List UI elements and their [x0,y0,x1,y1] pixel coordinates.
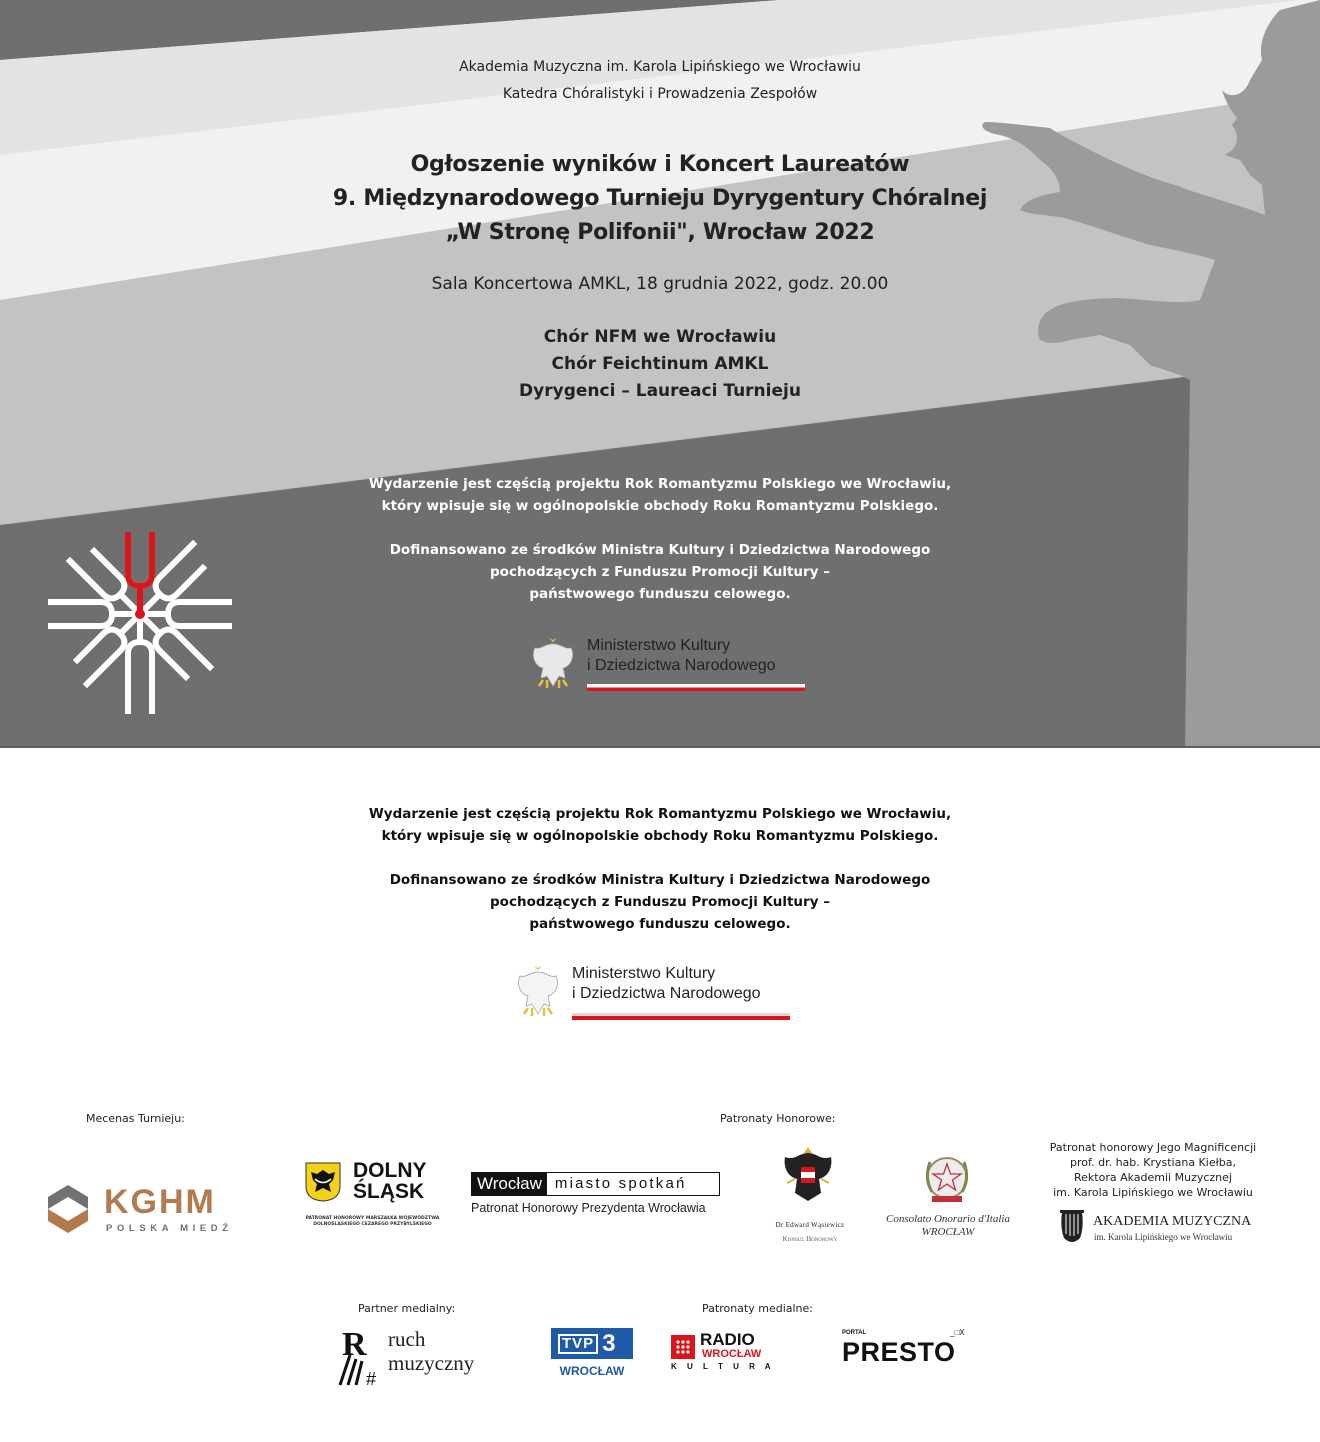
radio-line-1: RADIO [700,1330,755,1349]
ruch-muzyczny-emblem-icon [336,1325,384,1389]
caption-line: DOLNOŚLĄSKIEGO CEZAREGO PRZYBYLSKIEGO [313,1222,432,1227]
kghm-name: KGHM [104,1183,216,1221]
rector-line: Patronat honorowy Jego Magnificencji [1049,1141,1257,1154]
tvp-city: WROCŁAW [559,1364,625,1378]
ministry-name [587,636,776,676]
funding-note-line: Dofinansowano ze środków Ministra Kultury i Dziedzictwa Narodowego [389,872,931,888]
academy-logo-sub: im. Karola Lipińskiego we Wrocławiu [1094,1232,1233,1242]
project-note-line: który wpisuje się w ogólnopolskie obchody Roku Romantyzmu Polskiego. [381,828,939,844]
tournament-tuning-fork-logo [45,528,235,718]
ruch-muzyczny-logo [336,1325,486,1390]
venue-datetime: Sala Koncertowa AMKL, 18 grudnia 2022, godz. 20.00 [431,274,889,294]
lyre-icon [1056,1208,1088,1248]
wroclaw-caption: Patronat Honorowy Prezydenta Wrocławia [471,1201,706,1215]
wroclaw-box-left: Wrocław [472,1173,547,1195]
institution-header [0,54,1320,108]
hero-bottom-border [0,746,1320,748]
rector-line: im. Karola Lipińskiego we Wrocławiu [1053,1186,1253,1199]
wroclaw-box [471,1172,720,1196]
patron-label: Mecenas Turnieju: [86,1112,185,1125]
rector-line: Rektora Akademii Muzycznej [1074,1171,1232,1184]
dot-grid-icon [671,1335,695,1359]
rector-line: prof. dr. hab. Krystiana Kiełba, [1070,1156,1236,1169]
muzyczny-line: muzyczny [388,1351,475,1375]
austria-consul-name: Dr Edward Wąsiewicz [775,1221,845,1229]
wroclaw-box-right: miasto spotkań [554,1175,687,1192]
project-note-line: Wydarzenie jest częścią projektu Rok Romantyzmu Polskiego we Wrocławiu, [368,476,952,492]
lower-silesia-coat-of-arms-icon [305,1162,341,1202]
italy-line-2: WROCŁAW [921,1226,975,1238]
rector-patronage [1040,1140,1266,1250]
academy-logo-title: AKADEMIA MUZYCZNA [1093,1214,1252,1229]
media-patrons-label: Patronaty medialne: [702,1302,813,1315]
svg-text:#: # [366,1369,377,1389]
radio-wroclaw-kultura-logo [671,1330,806,1374]
ruch-muzyczny-text [388,1327,474,1375]
presto-portal-logo [842,1330,972,1370]
svg-text:R: R [342,1326,367,1363]
department-name: Katedra Chóralistyki i Prowadzenia Zespołów [502,86,818,102]
institution-name: Akademia Muzyczna im. Karola Lipińskiego we Wrocławiu [459,59,861,75]
dolny-slask-caption [305,1216,440,1228]
event-title [0,148,1320,250]
radio-line-3: K U L T U R A [671,1362,775,1371]
title-line-3: „W Stronę Polifonii", Wrocław 2022 [445,220,875,245]
project-note-line: Wydarzenie jest częścią projektu Rok Romantyzmu Polskiego we Wrocławiu, [368,806,952,822]
performers-list [0,324,1320,405]
austrian-eagle-icon [779,1143,837,1205]
italy-consulate-logo [878,1152,1018,1247]
tvp3-box [551,1328,633,1359]
funding-note-line: pochodzących z Funduszu Promocji Kultury – [490,564,830,580]
italy-consulate-text [878,1213,1018,1239]
radio-line-2: WROCŁAW [702,1348,762,1360]
wroclaw-logo [471,1172,721,1222]
dolny-line: DOLNY [353,1159,427,1182]
ministry-line-1: Ministerstwo Kultury [587,637,731,654]
radio-grid-icon [671,1335,695,1359]
project-note-line: który wpisuje się w ogólnopolskie obchody Roku Romantyzmu Polskiego. [381,498,939,514]
tvp-number: 3 [602,1329,616,1357]
tvp-brand: TVP [558,1334,598,1354]
presto-window-controls-icon: _□X [950,1328,965,1337]
media-partner-label: Partner medialny: [358,1302,456,1315]
caption-line: PATRONAT HONOROWY MARSZAŁKA WOJEWÓDZTWA [305,1216,440,1221]
polish-eagle-icon [512,964,564,1020]
title-line-2: 9. Międzynarodowego Turnieju Dyrygentury Chóralnej [332,186,988,211]
kghm-sub: POLSKA MIEDŹ [106,1223,233,1234]
ministry-logo-hero [527,636,776,692]
ministry-line-1: Ministerstwo Kultury [572,965,716,982]
ministry-line-2: i Dziedzictwa Narodowego [572,985,761,1002]
austria-consul-logo [755,1143,865,1248]
funding-note-line: Dofinansowano ze środków Ministra Kultury i Dziedzictwa Narodowego [389,542,931,558]
ruch-line: ruch [388,1327,426,1351]
kghm-hexagon-icon [46,1183,90,1235]
polish-flag-bar [572,1013,790,1020]
kghm-logo [46,1183,236,1235]
funding-note-line: pochodzących z Funduszu Promocji Kultury – [490,894,830,910]
ministry-line-2: i Dziedzictwa Narodowego [587,657,776,674]
presto-small: PORTAL [842,1330,867,1336]
rector-patronage-text [1040,1140,1266,1200]
slask-line: ŚLĄSK [353,1180,425,1203]
funding-note-line: państwowego funduszu celowego. [529,586,791,602]
dolny-slask-name [353,1160,427,1202]
funding-note-line: państwowego funduszu celowego. [529,916,791,932]
title-line-1: Ogłoszenie wyników i Koncert Laureatów [410,152,910,177]
tvp3-wroclaw-logo [551,1328,633,1382]
presto-name: PRESTO [842,1337,956,1367]
italian-emblem-icon [920,1152,974,1206]
ministry-name [572,964,761,1004]
italy-line-1: Consolato Onorario d'Italia [886,1213,1010,1225]
performer-3: Dyrygenci – Laureaci Turnieju [519,381,801,401]
ministry-logo-white [512,964,761,1020]
performer-2: Chór Feichtinum AMKL [551,354,769,374]
project-note-white [0,803,1320,935]
austria-consul-role: Konsul Honorowy [782,1235,838,1243]
polish-flag-bar [587,684,805,691]
dolny-slask-logo [305,1160,440,1230]
honorary-label: Patronaty Honorowe: [720,1112,836,1125]
performer-1: Chór NFM we Wrocławiu [543,327,777,347]
polish-eagle-icon [527,636,579,692]
